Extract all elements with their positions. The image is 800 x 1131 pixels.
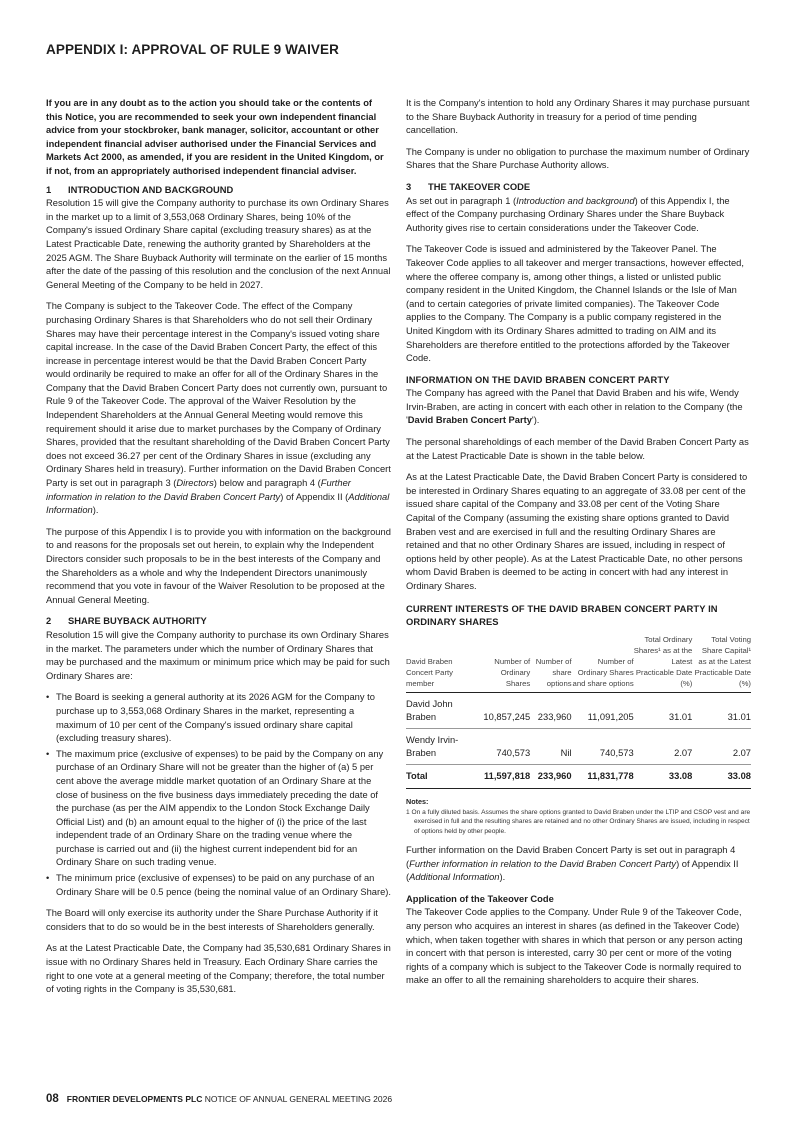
left-column [46, 97, 391, 1005]
table-cell: 740,573 [496, 747, 531, 758]
text-run: ) of this Appendix I, the effect of the Company purchasing Ordinary Shares under the Share Buyback Authority gives rise to certain considerations under the Takeover Code. [406, 195, 730, 233]
document-name: NOTICE OF ANNUAL GENERAL MEETING 2026 [204, 1094, 393, 1104]
italic-ref: Additional Information [409, 872, 500, 883]
advice-notice: If you are in any doubt as to the action you should take or the contents of this Notice, you are recommended to seek your own independent financial advice from your stockbroker, bank manager, solicitor, accountant or other independent financial adviser authorised under the Financial Services and Markets Act 2000, as amended, if you are resident in the United Kingdom, or if not, from an appropriately authorised independent financial adviser. [46, 98, 384, 176]
paragraph: As at the Latest Practicable Date, the David Braben Concert Party is considered to be interested in Ordinary Shares equating to an aggregate of 33.08 per cent of the issued share capital of the Company and 33.08 per cent of the Voting Share Capital of the Company (assuming the existing share options granted to David Braben vest and are exercised in full and the resulting Ordinary Shares are retained and that no other Ordinary Shares are issued, including in respect of options held by other people). As at the Latest Practicable Date, no other persons whom David Braben is deemed to be acting in concert with had any interest in Ordinary Shares. [406, 472, 748, 591]
page-title: APPENDIX I: APPROVAL OF RULE 9 WAIVER [46, 42, 339, 57]
table-cell: 33.08 [668, 770, 693, 781]
column-header: Number of share options [535, 656, 572, 688]
paragraph [406, 844, 751, 885]
list-item: • The minimum price (exclusive of expenses) to be paid on any purchase of an Ordinary Share will be 0.5 pence (being the nominal value of an Ordinary Share). [46, 872, 391, 899]
paragraph: It is the Company's intention to hold any Ordinary Shares it may purchase pursuant to the Share Buyback Authority in treasury for a period of time pending cancellation. [406, 98, 750, 136]
column-header: Total Ordinary Shares¹ as at the Latest Practicable Date (%) [633, 634, 693, 688]
paragraph [46, 300, 391, 518]
section-3-heading [406, 181, 751, 195]
paragraph [406, 387, 751, 428]
column-header: Number of Ordinary Shares and share options [572, 656, 634, 688]
text-run: Further information on the David Braben Concert Party is set out in paragraph 4 ( [406, 845, 736, 869]
defined-term: David Braben Concert Party [407, 415, 532, 426]
table-total-row [406, 764, 751, 788]
parameter-list [46, 691, 391, 899]
table-cell: 31.01 [727, 711, 751, 722]
paragraph: Resolution 15 will give the Company authority to purchase its own Ordinary Shares in the market up to a limit of 3,553,068 Ordinary Shares, being 10% of the Company's issued Ordinary Share capital (excluding treasury shares) as at the Latest Practicable Date, renewing the authority granted by Shareholders at the 2025 AGM. The Share Buyback Authority will terminate on the earlier of 15 months after the date of the passing of this resolution and the conclusion of the next Annual General Meeting of the Company to be held in 2027. [46, 198, 391, 290]
table-cell: 2.07 [674, 747, 693, 758]
paragraph: As at the Latest Practicable Date, the Company had 35,530,681 Ordinary Shares in issue with no Ordinary Shares held in Treasury. Each Ordinary Share carries the right to one vote at a general meeting of the Company; therefore, the total number of voting rights in the Company is 35,530,681. [46, 943, 391, 995]
table-title: CURRENT INTERESTS OF THE DAVID BRABEN CONCERT PARTY IN ORDINARY SHARES [406, 602, 718, 627]
section-number: 2 [46, 616, 52, 627]
text-run: The Company is subject to the Takeover Code. The effect of the Company purchasing Ordinary Shares is that Shareholders who do not sell their Ordinary Shares may have their percentage interest in the Company's issued voting share capital increase. In the case of the David Braben Concert Party, the effect of this increase in percentage interest would be that the David Braben Concert Party would ordinarily be required to make an offer for all of the Ordinary Shares in the Company that the David Braben Concert Party does not currently own, pursuant to Rule 9 of the Takeover Code. The approval of the Waiver Resolution by the Independent Shareholders at the Annual General Meeting would remove this requirement should it arise due to market purchases by the Company of Ordinary Shares, provided that the resultant shareholding of the David Braben Concert Party does not exceed 36.27 per cent of the Ordinary Shares in issue (excluding any Ordinary Shares held in treasury). Further information on the David Braben Concert Party is set out in paragraph 3 ( [46, 301, 391, 489]
paragraph [406, 195, 751, 236]
table-cell: 740,573 [599, 747, 634, 758]
table-row [406, 692, 751, 728]
application-heading: Application of the Takeover Code [406, 893, 554, 904]
table-cell: 11,831,778 [587, 770, 634, 781]
section-1-heading [46, 184, 391, 198]
paragraph: Resolution 15 will give the Company authority to purchase its own Ordinary Shares in the market. The parameters under which the number of Ordinary Shares that may be purchased and the maximum or minimum price which may be paid for such Ordinary Shares are: [46, 629, 390, 681]
text-run: ) below and paragraph 4 ( [213, 478, 321, 489]
italic-ref: Introduction and background [516, 195, 635, 206]
company-name: FRONTIER DEVELOPMENTS PLC [66, 1094, 203, 1104]
section-number: 1 [46, 184, 52, 195]
column-header: Total Voting Share Capital¹ as at the Latest Practicable Date (%) [694, 634, 751, 688]
section-number: 3 [406, 181, 412, 192]
text-run: ) of Appendix II ( [280, 491, 349, 502]
notes-title: Notes: [406, 796, 429, 806]
italic-ref: Further information in relation to the David Braben Concert Party [409, 858, 677, 869]
list-item: • The Board is seeking a general authority at its 2026 AGM for the Company to purchase up to 3,553,068 Ordinary Shares in the market, representing a maximum of 10 per cent of the Company's issued ordinary share capital (excluding treasury shares). [46, 691, 391, 745]
section-2-heading [46, 615, 391, 629]
table-cell: 11,597,818 [483, 770, 531, 781]
table-cell: 233,960 [537, 711, 572, 722]
list-item: • The maximum price (exclusive of expenses) to be paid by the Company on any purchase of an Ordinary Share will not be greater than the higher of (a) 5 per cent above the average middle market quotation of an Ordinary Share at the close of business on the five business days immediately preceding the date of the purchase (as per the AIM appendix to the London Stock Exchange Daily Official List) and (b) an amount equal to the higher of (i) the price of the last independent trade of an Ordinary Share on the trading venue where the purchase is carried out and (ii) the highest current independent bid for an Ordinary Share on such trading venue. [46, 748, 391, 870]
column-header: David Braben Concert Party member [406, 656, 453, 688]
section-title: THE TAKEOVER CODE [428, 181, 531, 192]
table-cell: 11,091,205 [587, 711, 634, 722]
text-run: As set out in paragraph 1 ( [406, 195, 517, 206]
concert-party-heading: INFORMATION ON THE DAVID BRABEN CONCERT PARTY [406, 374, 670, 385]
text-run: '). [531, 415, 540, 426]
holdings-table [406, 634, 751, 789]
italic-ref: Directors [176, 478, 214, 489]
page-number: 08 [46, 1093, 59, 1105]
table-cell: 33.08 [727, 770, 751, 781]
section-title: INTRODUCTION AND BACKGROUND [68, 184, 234, 195]
paragraph: The purpose of this Appendix I is to provide you with information on the background to and reasons for the proposals set out herein, to explain why the Independent Directors consider such proposals to be in the best interests of the Company and the Shareholders as a whole and why the Independent Directors unanimously recommend that you vote in favour of the Waiver Resolution to be proposed at the Annual General Meeting. [46, 526, 391, 605]
text-run: ). [92, 505, 99, 516]
footnote: 1 On a fully diluted basis. Assumes the share options granted to David Braben under the LTIP and CSOP vest and are exercised in full and the resulting shares are retained and no other Ordinary Shares are issued, including in respect of options held by other people. [406, 808, 751, 835]
paragraph: The Company is under no obligation to purchase the maximum number of Ordinary Shares that the Share Purchase Authority allows. [406, 146, 750, 171]
italic-ref: Additional Information [46, 491, 390, 516]
italic-ref: Further information in relation to the David Braben Concert Party [46, 478, 351, 502]
table-cell: David John Braben [406, 698, 453, 722]
paragraph: The Board will only exercise its authority under the Share Purchase Authority if it considers that to do so would be in the best interests of Shareholders generally. [46, 908, 378, 932]
column-header: Number of Ordinary Shares [494, 656, 531, 688]
table-cell: 31.01 [668, 711, 693, 722]
right-column [406, 97, 751, 996]
table-cell: Total [406, 770, 428, 781]
table-header-row [406, 634, 751, 693]
table-cell: Wendy Irvin-Braben [406, 734, 459, 758]
table-cell: 2.07 [732, 747, 751, 758]
text-run: The Company has agreed with the Panel that David Braben and his wife, Wendy Irvin-Braben, are acting in concert with each other in relation to the Company (the ' [406, 388, 743, 426]
page-footer [46, 1093, 392, 1105]
paragraph: The Takeover Code is issued and administered by the Takeover Panel. The Takeover Code applies to all takeover and merger transactions, however effected, where the offeree company is, among other things, a listed or unlisted public company resident in the United Kingdom, the Channel Islands or the Isle of Man (and to certain categories of private limited companies). The Takeover Code applies to the Company. The Company is a public company registered in the United Kingdom with its Ordinary Shares admitted to trading on AIM and its Shareholders are therefore entitled to the protections afforded by the Takeover Code. [406, 244, 744, 364]
paragraph: The Takeover Code applies to the Company. Under Rule 9 of the Takeover Code, any person who acquires an interest in shares (as defined in the Takeover Code) which, when taken together with shares in which that person or any person acting in concert with that person is interested, carry 30 per cent or more of the voting rights of a company which is subject to the Takeover Code is normally required to make an offer to all the remaining shareholders to acquire their shares. [406, 907, 743, 986]
table-cell: Nil [560, 747, 572, 758]
text-run: ) of Appendix II ( [406, 858, 739, 883]
text-run: ). [499, 872, 506, 883]
section-title: SHARE BUYBACK AUTHORITY [68, 616, 207, 627]
table-row [406, 728, 751, 764]
table-cell: 10,857,245 [483, 711, 531, 722]
table-cell: 233,960 [537, 770, 572, 781]
paragraph: The personal shareholdings of each member of the David Braben Concert Party as at the Latest Practicable Date is shown in the table below. [406, 437, 749, 461]
